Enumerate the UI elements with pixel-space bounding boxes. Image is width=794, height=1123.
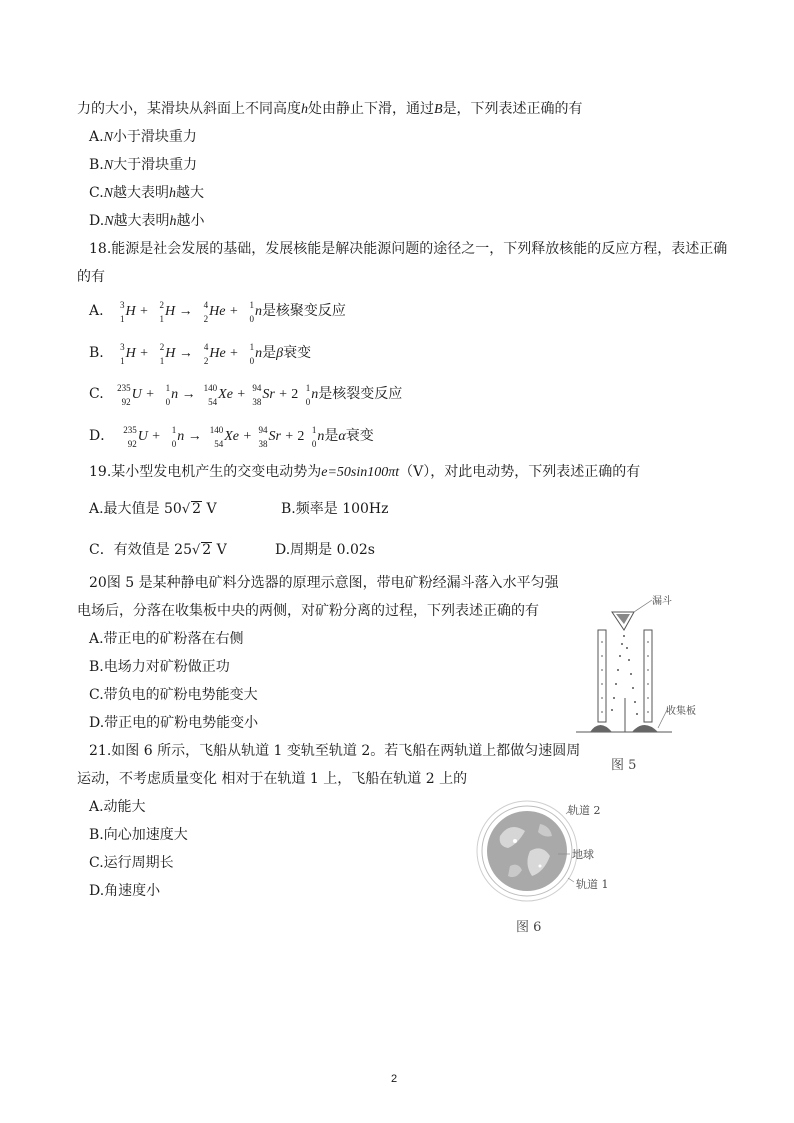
option-text: 是核裂变反应	[318, 386, 403, 402]
q21-stem-line1: 21.如图 6 所示，飞船从轨道 1 变轨至轨道 2。若飞船在两轨道上都做匀速圆周	[89, 743, 581, 759]
reaction-equation: 235 92 U + 1 0 n → 140 54 Xe + 94 38 Sr + 2 1 0 n	[117, 382, 319, 407]
figure-5-separator	[572, 590, 712, 740]
var-n: N	[103, 186, 114, 201]
option-letter: B.	[89, 157, 104, 173]
var-n: N	[104, 214, 114, 229]
label-orbit-2: 轨道 2	[568, 804, 601, 817]
option-text: 大于滑块重力	[113, 157, 198, 173]
q20-option-a: A.带正电的矿粉落在右侧	[89, 631, 244, 647]
option-text: 衰变	[283, 345, 312, 361]
q18-option-a	[89, 299, 346, 324]
q20-option-b: B.电场力对矿粉做正功	[89, 659, 230, 675]
q19-stem	[89, 463, 640, 482]
radicand: 2	[202, 542, 212, 558]
option-text: 越小	[176, 213, 205, 229]
option-letter: A.	[89, 129, 104, 145]
option-letter: B.	[89, 345, 104, 361]
unit: V	[216, 542, 227, 558]
option-letter: C.	[89, 386, 104, 402]
reaction-equation: 235 92 U + 1 0 n → 140 54 Xe + 94 38 Sr + 2 1 0 n	[123, 424, 325, 449]
radicand: 2	[192, 501, 202, 517]
q20-option-c: C.带负电的矿粉电势能变大	[89, 687, 258, 703]
q21-stem-line2: 运动，不考虑质量变化 相对于在轨道 1 上，飞船在轨道 2 上的	[77, 771, 468, 787]
q17-stem	[77, 100, 583, 119]
option-text: 是	[324, 428, 339, 444]
option-text: 越大表明	[113, 185, 170, 201]
option-text: 越大	[176, 185, 205, 201]
option-letter: D.	[89, 213, 105, 229]
var-n: N	[103, 130, 113, 145]
option-letter: A.	[89, 303, 104, 319]
q18-option-d	[89, 424, 374, 449]
alpha-symbol: α	[338, 429, 346, 444]
q17-option-a	[89, 128, 197, 147]
label-collector-plate: 收集板	[666, 706, 696, 717]
q17-option-b	[89, 156, 197, 175]
unit: V	[206, 501, 217, 517]
q20-option-d: D.带正电的矿粉电势能变小	[89, 715, 259, 731]
q17-option-c	[89, 184, 204, 203]
q19-stem-part: ，对此电动势，下列表述正确的有	[430, 464, 641, 480]
option-text: 越大表明	[113, 213, 170, 229]
beta-symbol: β	[276, 346, 284, 361]
q20-stem-line1: 20图 5 是某种静电矿料分选器的原理示意图，带电矿粉经漏斗落入水平匀强	[89, 575, 559, 591]
option-text: C．有效值是 25	[89, 542, 192, 558]
q18-stem-line1: 18.能源是社会发展的基础，发展核能是解决能源问题的途径之一，下列释放核能的反应方程，表述正确	[89, 241, 728, 257]
option-text: 是核聚变反应	[261, 303, 346, 319]
emf-formula: e=50sin100πt	[321, 465, 400, 480]
q19-option-a: A.最大值是 50√ 2 V	[89, 501, 217, 517]
option-letter: D．	[89, 428, 115, 444]
q17-option-d	[89, 212, 205, 231]
q17-stem-part: 处由静止下滑，通过	[308, 101, 434, 117]
var-h: h	[301, 102, 308, 117]
q21-option-b: B.向心加速度大	[89, 827, 188, 843]
label-earth: 地球	[572, 848, 594, 861]
var-h: h	[169, 214, 177, 229]
option-text: A.最大值是 50	[89, 501, 182, 517]
unit: （V）	[399, 464, 431, 480]
page-number: 2	[391, 1073, 398, 1085]
q21-option-d: D.角速度小	[89, 883, 161, 899]
reaction-equation: 3 1 H + 2 1 H → 4 2 He + 1 0 n	[119, 299, 262, 324]
var-h: h	[169, 186, 177, 201]
figure-5-caption: 图 5	[611, 758, 637, 773]
var-b: B	[434, 102, 443, 117]
q19-option-d: D.周期是 0.02s	[275, 542, 375, 558]
q20-stem-line2: 电场后，分落在收集板中央的两侧，对矿粉分离的过程，下列表述正确的有	[77, 603, 539, 619]
label-funnel: 漏斗	[652, 596, 672, 607]
q17-stem-part: 力的大小，某滑块从斜面上不同高度	[77, 101, 301, 117]
q19-option-c: C．有效值是 25√ 2 V	[89, 542, 227, 558]
q21-option-c: C.运行周期长	[89, 855, 174, 871]
q17-stem-part: 是，下列表述正确的有	[442, 101, 583, 117]
q18-option-b	[89, 341, 312, 366]
label-orbit-1: 轨道 1	[576, 878, 609, 891]
option-text: 是	[262, 345, 277, 361]
option-text: 小于滑块重力	[112, 129, 197, 145]
q18-option-c	[89, 382, 403, 407]
option-letter: C.	[89, 185, 104, 201]
q19-option-b: B.频率是 100Hz	[281, 501, 389, 517]
q21-option-a: A.动能大	[89, 799, 146, 815]
figure-6-caption: 图 6	[516, 920, 542, 935]
option-text: 衰变	[345, 428, 374, 444]
var-n: N	[103, 158, 114, 173]
q18-stem-line2: 的有	[77, 269, 105, 285]
reaction-equation: 3 1 H + 2 1 H → 4 2 He + 1 0 n	[120, 341, 263, 366]
q19-stem-part: 19.某小型发电机产生的交变电动势为	[89, 464, 322, 480]
